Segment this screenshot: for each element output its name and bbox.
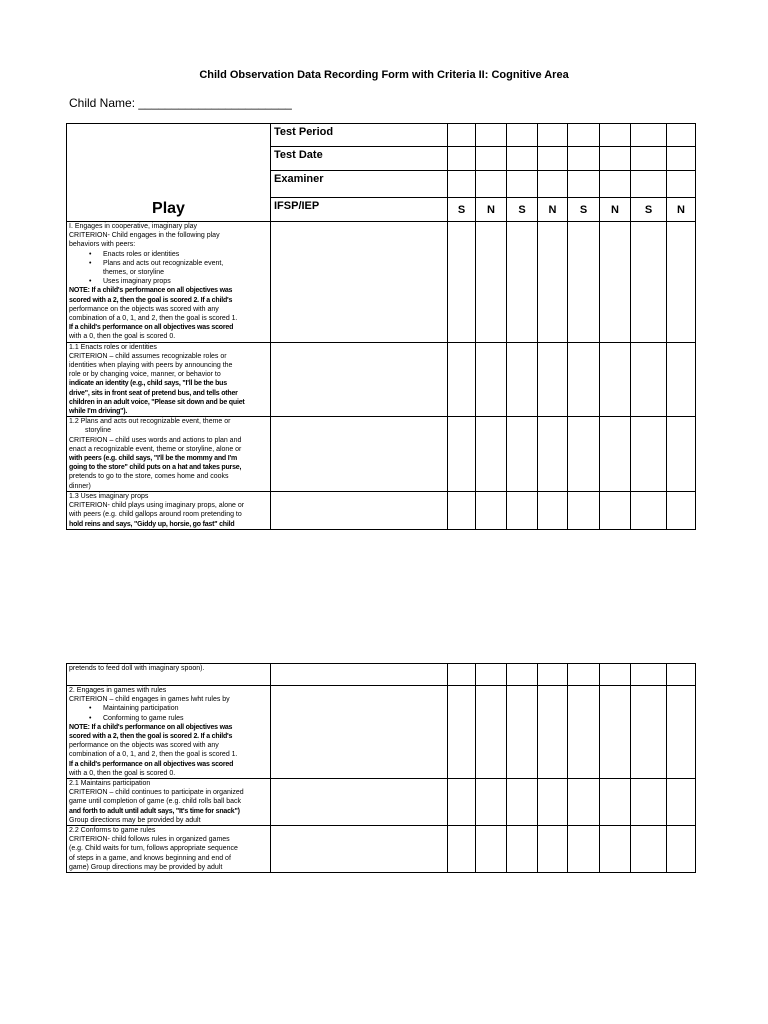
- score-cell[interactable]: [538, 222, 568, 343]
- score-cell[interactable]: [448, 686, 476, 779]
- play-table-page2: [66, 663, 696, 873]
- item-text: CRITERION – child engages in games lwht rules by: [69, 696, 230, 704]
- note-text: with a 0, then the goal is scored 0.: [69, 769, 176, 777]
- score-cell[interactable]: [538, 779, 568, 826]
- score-cell[interactable]: [568, 664, 600, 686]
- score-cell[interactable]: [600, 826, 631, 873]
- score-cell[interactable]: [476, 124, 507, 147]
- item-objective-1-3: [67, 491, 271, 529]
- score-header-n: N: [538, 198, 568, 222]
- area-heading: Play: [67, 124, 271, 222]
- bullet-item: • Conforming to game rules: [103, 714, 268, 723]
- score-cell[interactable]: [667, 222, 696, 343]
- ifsp-iep-cell[interactable]: [271, 417, 448, 492]
- item-text: 1.3 Uses imaginary props: [69, 492, 149, 500]
- criteria-bullets: [69, 250, 268, 287]
- note-text: If a child's performance on all objectives was scored: [69, 324, 234, 332]
- score-cell[interactable]: [507, 171, 538, 198]
- score-cell[interactable]: [600, 342, 631, 417]
- note-text: performance on the objects was scored with any: [69, 305, 219, 313]
- score-cell[interactable]: [631, 686, 667, 779]
- item-text: of steps in a game, and knows beginning and end of: [69, 854, 231, 862]
- score-cell[interactable]: [448, 124, 476, 147]
- note-text: scored with a 2, then the goal is scored 2. If a child's: [69, 296, 233, 304]
- score-cell[interactable]: [538, 826, 568, 873]
- item-text: while I'm driving").: [69, 408, 128, 416]
- score-cell[interactable]: [568, 779, 600, 826]
- score-cell[interactable]: [538, 491, 568, 529]
- score-cell[interactable]: [667, 779, 696, 826]
- ifsp-iep-cell[interactable]: [271, 779, 448, 826]
- score-cell[interactable]: [667, 664, 696, 686]
- score-cell[interactable]: [600, 171, 631, 198]
- score-cell[interactable]: [600, 417, 631, 492]
- ifsp-iep-cell[interactable]: [271, 491, 448, 529]
- item-text: CRITERION – child uses words and actions to plan and: [69, 436, 242, 444]
- score-cell[interactable]: [631, 417, 667, 492]
- note-text: with a 0, then the goal is scored 0.: [69, 333, 176, 341]
- score-cell[interactable]: [568, 222, 600, 343]
- score-cell[interactable]: [476, 147, 507, 171]
- examiner-label: Examiner: [271, 171, 448, 198]
- score-cell[interactable]: [631, 342, 667, 417]
- score-cell[interactable]: [507, 491, 538, 529]
- score-cell[interactable]: [507, 222, 538, 343]
- score-cell[interactable]: [667, 171, 696, 198]
- score-cell[interactable]: [538, 342, 568, 417]
- score-cell[interactable]: [568, 491, 600, 529]
- item-text: identities when playing with peers by announcing the: [69, 362, 233, 370]
- score-cell[interactable]: [538, 664, 568, 686]
- item-text: 2.1 Maintains participation: [69, 780, 151, 788]
- score-cell[interactable]: [631, 491, 667, 529]
- item-text: pretends to feed doll with imaginary spoon).: [69, 665, 205, 672]
- score-cell[interactable]: [507, 147, 538, 171]
- score-header-s: S: [631, 198, 667, 222]
- score-cell[interactable]: [568, 171, 600, 198]
- form-title: Child Observation Data Recording Form with Criteria II: Cognitive Area: [199, 69, 569, 81]
- note-text: combination of a 0, 1, and 2, then the goal is scored 1.: [69, 751, 238, 759]
- item-text: and forth to adult until adult says, "It's time for snack"): [69, 807, 240, 815]
- item-text: 1.1 Enacts roles or identities: [69, 343, 157, 351]
- note-text: If a child's performance on all objectives was scored: [69, 760, 234, 768]
- score-cell[interactable]: [667, 686, 696, 779]
- score-cell[interactable]: [476, 491, 507, 529]
- score-header-s: S: [568, 198, 600, 222]
- ifsp-iep-cell[interactable]: [271, 342, 448, 417]
- score-cell[interactable]: [667, 417, 696, 492]
- score-cell[interactable]: [568, 342, 600, 417]
- score-cell[interactable]: [507, 664, 538, 686]
- item-text: 2.2 Conforms to game rules: [69, 827, 156, 835]
- score-cell[interactable]: [631, 124, 667, 147]
- score-header-s: S: [507, 198, 538, 222]
- score-cell[interactable]: [448, 491, 476, 529]
- score-cell[interactable]: [631, 779, 667, 826]
- score-cell[interactable]: [476, 664, 507, 686]
- note-text: scored with a 2, then the goal is scored 2. If a child's: [69, 733, 233, 741]
- item-goal-2: [67, 686, 271, 779]
- item-text: role or by changing voice, manner, or behavior to: [69, 371, 221, 379]
- ifsp-iep-cell[interactable]: [271, 826, 448, 873]
- score-cell[interactable]: [476, 779, 507, 826]
- score-cell[interactable]: [448, 417, 476, 492]
- item-text: game) Group directions may be provided by adult: [69, 863, 223, 871]
- score-cell[interactable]: [476, 826, 507, 873]
- score-cell[interactable]: [631, 147, 667, 171]
- score-cell[interactable]: [667, 147, 696, 171]
- child-name-field: Child Name: _______________________: [69, 96, 292, 110]
- item-text: CRITERION – child assumes recognizable roles or: [69, 352, 227, 360]
- note-text: NOTE: If a child's performance on all objectives was: [69, 723, 233, 731]
- ifsp-iep-cell[interactable]: [271, 664, 448, 686]
- score-cell[interactable]: [568, 124, 600, 147]
- bullet-item: • Plans and acts out recognizable event,: [103, 259, 268, 268]
- item-text: I. Engages in cooperative, imaginary play: [69, 223, 198, 230]
- score-cell[interactable]: [667, 124, 696, 147]
- item-objective-1-2: [67, 417, 271, 492]
- ifsp-iep-cell[interactable]: [271, 222, 448, 343]
- score-cell[interactable]: [538, 171, 568, 198]
- item-text: game until completion of game (e.g. child rolls ball back: [69, 798, 241, 806]
- score-cell[interactable]: [448, 171, 476, 198]
- score-cell[interactable]: [568, 826, 600, 873]
- score-cell[interactable]: [476, 686, 507, 779]
- note-text: combination of a 0, 1, and 2, then the goal is scored 1.: [69, 315, 238, 323]
- score-cell[interactable]: [507, 826, 538, 873]
- score-cell[interactable]: [448, 779, 476, 826]
- score-cell[interactable]: [538, 124, 568, 147]
- score-cell[interactable]: [667, 826, 696, 873]
- item-text: hold reins and says, "Giddy up, horsie, go fast" child: [69, 520, 235, 528]
- test-date-label: Test Date: [271, 147, 448, 171]
- score-cell[interactable]: [538, 417, 568, 492]
- score-cell[interactable]: [568, 686, 600, 779]
- score-cell[interactable]: [600, 124, 631, 147]
- score-cell[interactable]: [600, 491, 631, 529]
- item-objective-1-3-continued: [67, 664, 271, 686]
- score-cell[interactable]: [538, 147, 568, 171]
- item-text: pretends to go to the store, comes home and cooks: [69, 473, 229, 481]
- score-cell[interactable]: [507, 342, 538, 417]
- score-header-n: N: [667, 198, 696, 222]
- item-objective-2-1: [67, 779, 271, 826]
- score-cell[interactable]: [476, 342, 507, 417]
- bullet-item: • Uses imaginary props: [103, 277, 268, 286]
- play-table-page1: [66, 123, 696, 530]
- item-text: drive", sits in front seat of pretend bus, and tells other: [69, 389, 238, 397]
- item-text: storyline: [85, 427, 112, 435]
- score-cell[interactable]: [631, 222, 667, 343]
- score-header-n: N: [600, 198, 631, 222]
- score-cell[interactable]: [448, 664, 476, 686]
- note-text: performance on the objects was scored with any: [69, 742, 219, 750]
- score-cell[interactable]: [507, 686, 538, 779]
- item-text: indicate an identity (e.g., child says, "I'll be the bus: [69, 380, 227, 388]
- score-cell[interactable]: [448, 147, 476, 171]
- score-cell[interactable]: [631, 171, 667, 198]
- score-cell[interactable]: [448, 222, 476, 343]
- score-cell[interactable]: [507, 779, 538, 826]
- score-header-s: S: [448, 198, 476, 222]
- item-text: CRITERION- child plays using imaginary props, alone or: [69, 502, 245, 510]
- item-text: enact a recognizable event, theme or storyline, alone or: [69, 445, 242, 453]
- ifsp-iep-label: IFSP/IEP: [271, 198, 448, 222]
- item-goal-1: [67, 222, 271, 343]
- score-cell[interactable]: [568, 417, 600, 492]
- score-cell[interactable]: [631, 826, 667, 873]
- score-cell[interactable]: [600, 147, 631, 171]
- note-text: NOTE: If a child's performance on all objectives was: [69, 287, 233, 295]
- score-cell[interactable]: [631, 664, 667, 686]
- bullet-item: • Enacts roles or identities: [103, 250, 268, 259]
- score-cell[interactable]: [600, 664, 631, 686]
- score-header-n: N: [476, 198, 507, 222]
- item-text: with peers (e.g. child gallops around room pretending to: [69, 511, 242, 519]
- bullet-item: • Maintaining participation: [103, 704, 268, 713]
- score-cell[interactable]: [600, 686, 631, 779]
- score-cell[interactable]: [600, 222, 631, 343]
- score-cell[interactable]: [568, 147, 600, 171]
- score-cell[interactable]: [448, 826, 476, 873]
- item-text: 1.2 Plans and acts out recognizable event, theme or: [69, 418, 231, 426]
- test-period-label: Test Period: [271, 124, 448, 147]
- score-cell[interactable]: [448, 342, 476, 417]
- item-text: with peers (e.g. child says, "I'll be the mommy and I'm: [69, 455, 237, 463]
- item-text: CRITERION- child follows rules in organized games: [69, 836, 230, 844]
- score-cell[interactable]: [507, 417, 538, 492]
- ifsp-iep-cell[interactable]: [271, 686, 448, 779]
- score-cell[interactable]: [476, 417, 507, 492]
- score-cell[interactable]: [507, 124, 538, 147]
- score-cell[interactable]: [476, 171, 507, 198]
- item-text: going to the store" child puts on a hat and takes purse,: [69, 464, 242, 472]
- bullet-item-continued: themes, or storyline: [103, 269, 165, 277]
- item-text: CRITERION- Child engages in the following play: [69, 232, 220, 240]
- item-text: children in an adult voice, "Please sit down and be quiet: [69, 398, 245, 406]
- item-text: dinner): [69, 482, 91, 490]
- item-text: 2. Engages in games with rules: [69, 687, 167, 694]
- score-cell[interactable]: [600, 779, 631, 826]
- score-cell[interactable]: [667, 342, 696, 417]
- item-text: behaviors with peers:: [69, 241, 136, 249]
- criteria-bullets: [69, 704, 268, 722]
- item-text: (e.g. Child waits for turn, follows appropriate sequence: [69, 845, 238, 853]
- score-cell[interactable]: [538, 686, 568, 779]
- item-text: Group directions may be provided by adult: [69, 816, 201, 824]
- item-text: CRITERION – child continues to participate in organized: [69, 789, 244, 797]
- item-objective-1-1: [67, 342, 271, 417]
- item-objective-2-2: [67, 826, 271, 873]
- score-cell[interactable]: [667, 491, 696, 529]
- score-cell[interactable]: [476, 222, 507, 343]
